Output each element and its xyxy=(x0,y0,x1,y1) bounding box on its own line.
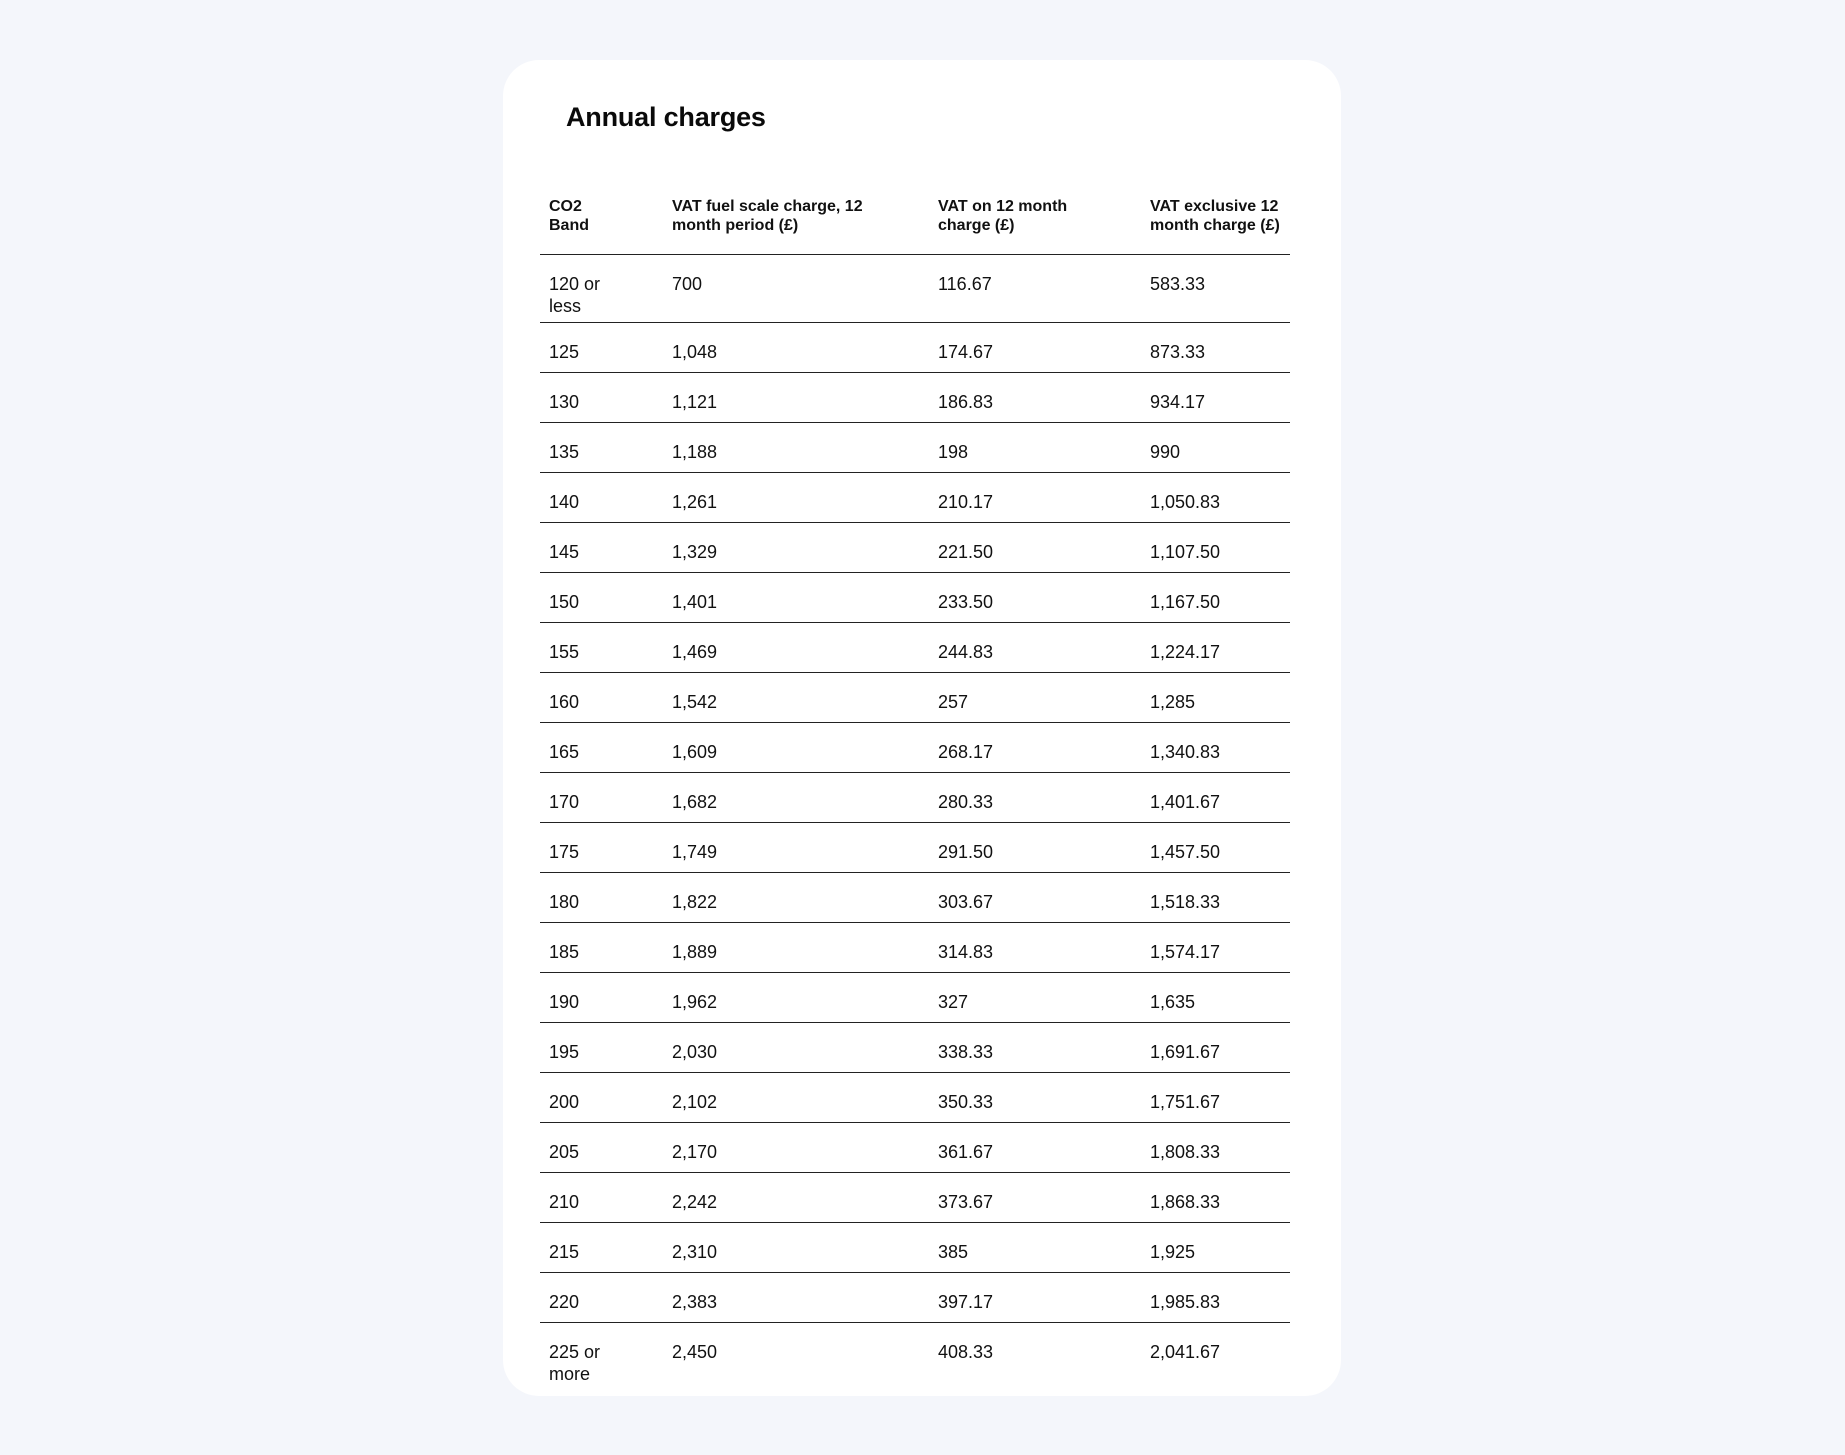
cell-vat-exclusive-charge: 873.33 xyxy=(1141,323,1290,373)
cell-co2-band: 135 xyxy=(540,423,663,473)
table-header-row xyxy=(540,178,1290,255)
cell-co2-band: 225 or more xyxy=(549,1342,601,1384)
table-row xyxy=(540,255,1290,323)
cell-fuel-scale-charge: 2,310 xyxy=(663,1223,929,1273)
cell-fuel-scale-charge: 1,121 xyxy=(663,373,929,423)
header-vat-on-charge: VAT on 12 month charge (£) xyxy=(929,178,1141,255)
cell-fuel-scale-charge: 2,242 xyxy=(663,1173,929,1223)
cell-co2-band: 190 xyxy=(540,973,663,1023)
table-body xyxy=(540,255,1290,1391)
cell-vat-exclusive-charge: 1,925 xyxy=(1141,1223,1290,1273)
cell-fuel-scale-charge: 1,542 xyxy=(663,673,929,723)
cell-vat-on-charge: 408.33 xyxy=(938,1342,994,1362)
cell-vat-on-charge: 338.33 xyxy=(929,1023,1141,1073)
table-row xyxy=(540,573,1290,623)
table-row xyxy=(540,423,1290,473)
cell-co2-band: 220 xyxy=(540,1273,663,1323)
table-row xyxy=(540,723,1290,773)
cell-co2-band: 200 xyxy=(540,1073,663,1123)
cell-vat-exclusive-charge: 1,985.83 xyxy=(1141,1273,1290,1323)
table-row xyxy=(540,673,1290,723)
cell-co2-band: 125 xyxy=(540,323,663,373)
cell-vat-on-charge: 350.33 xyxy=(929,1073,1141,1123)
table-row xyxy=(540,373,1290,423)
cell-fuel-scale-charge: 1,329 xyxy=(663,523,929,573)
cell-vat-on-charge: 280.33 xyxy=(929,773,1141,823)
cell-fuel-scale-charge: 2,170 xyxy=(663,1123,929,1173)
cell-vat-exclusive-charge: 1,107.50 xyxy=(1141,523,1290,573)
cell-fuel-scale-charge: 1,609 xyxy=(663,723,929,773)
cell-vat-on-charge: 233.50 xyxy=(929,573,1141,623)
cell-vat-on-charge: 221.50 xyxy=(929,523,1141,573)
cell-co2-band: 120 or less xyxy=(540,255,663,323)
cell-vat-exclusive-charge: 1,635 xyxy=(1141,973,1290,1023)
cell-fuel-scale-charge: 1,188 xyxy=(663,423,929,473)
table-row xyxy=(540,1323,1290,1391)
cell-fuel-scale-charge: 1,261 xyxy=(663,473,929,523)
cell-vat-on-charge: 244.83 xyxy=(929,623,1141,673)
cell-fuel-scale-charge: 1,822 xyxy=(663,873,929,923)
cell-vat-on-charge: 303.67 xyxy=(929,873,1141,923)
cell-vat-on-charge: 397.17 xyxy=(929,1273,1141,1323)
table-row xyxy=(540,1223,1290,1273)
cell-fuel-scale-charge: 2,030 xyxy=(663,1023,929,1073)
cell-vat-exclusive-charge: 1,224.17 xyxy=(1141,623,1290,673)
cell-co2-band: 215 xyxy=(540,1223,663,1273)
cell-co2-band: 130 xyxy=(540,373,663,423)
table-row xyxy=(540,1073,1290,1123)
cell-co2-band: 155 xyxy=(540,623,663,673)
cell-co2-band: 140 xyxy=(540,473,663,523)
cell-vat-exclusive-charge: 1,401.67 xyxy=(1141,773,1290,823)
cell-vat-exclusive-charge: 1,050.83 xyxy=(1141,473,1290,523)
table-row xyxy=(540,523,1290,573)
cell-vat-on-charge: 327 xyxy=(929,973,1141,1023)
cell-co2-band: 170 xyxy=(540,773,663,823)
cell-fuel-scale-charge: 2,383 xyxy=(663,1273,929,1323)
header-co2-band: CO2 Band xyxy=(540,178,663,255)
table-row xyxy=(540,873,1290,923)
cell-fuel-scale-charge: 1,401 xyxy=(663,573,929,623)
cell-vat-exclusive-charge: 990 xyxy=(1141,423,1290,473)
cell-vat-exclusive-charge: 934.17 xyxy=(1141,373,1290,423)
cell-vat-exclusive-charge: 2,041.67 xyxy=(1150,1342,1221,1362)
table-row xyxy=(540,1123,1290,1173)
cell-fuel-scale-charge: 1,962 xyxy=(663,973,929,1023)
cell-fuel-scale-charge: 2,102 xyxy=(663,1073,929,1123)
annual-charges-card xyxy=(503,60,1341,1396)
table-row xyxy=(540,773,1290,823)
cell-co2-band: 180 xyxy=(540,873,663,923)
cell-vat-on-charge: 186.83 xyxy=(929,373,1141,423)
cell-vat-on-charge: 268.17 xyxy=(929,723,1141,773)
cell-vat-exclusive-charge: 1,457.50 xyxy=(1141,823,1290,873)
table-row xyxy=(540,1273,1290,1323)
table-row xyxy=(540,1023,1290,1073)
cell-vat-exclusive-charge: 1,285 xyxy=(1141,673,1290,723)
annual-charges-table xyxy=(540,178,1290,1390)
cell-vat-on-charge: 361.67 xyxy=(929,1123,1141,1173)
cell-vat-exclusive-charge: 1,574.17 xyxy=(1141,923,1290,973)
table-row xyxy=(540,623,1290,673)
cell-fuel-scale-charge: 700 xyxy=(663,255,929,323)
cell-co2-band: 150 xyxy=(540,573,663,623)
cell-fuel-scale-charge: 1,048 xyxy=(663,323,929,373)
cell-vat-exclusive-charge: 1,518.33 xyxy=(1141,873,1290,923)
cell-vat-on-charge: 210.17 xyxy=(929,473,1141,523)
cell-vat-on-charge: 373.67 xyxy=(929,1173,1141,1223)
table-row xyxy=(540,973,1290,1023)
cell-vat-on-charge: 291.50 xyxy=(929,823,1141,873)
table-row xyxy=(540,823,1290,873)
cell-co2-band: 205 xyxy=(540,1123,663,1173)
cell-vat-exclusive-charge: 1,868.33 xyxy=(1141,1173,1290,1223)
cell-co2-band: 160 xyxy=(540,673,663,723)
cell-vat-exclusive-charge: 583.33 xyxy=(1141,255,1290,323)
table-row xyxy=(540,923,1290,973)
cell-vat-exclusive-charge: 1,340.83 xyxy=(1141,723,1290,773)
cell-vat-exclusive-charge: 1,167.50 xyxy=(1141,573,1290,623)
header-vat-exclusive-charge: VAT exclusive 12 month charge (£) xyxy=(1141,178,1290,255)
cell-fuel-scale-charge: 2,450 xyxy=(672,1342,718,1362)
cell-vat-on-charge: 174.67 xyxy=(929,323,1141,373)
cell-fuel-scale-charge: 1,682 xyxy=(663,773,929,823)
cell-co2-band: 210 xyxy=(540,1173,663,1223)
cell-vat-on-charge: 385 xyxy=(929,1223,1141,1273)
cell-co2-band: 195 xyxy=(540,1023,663,1073)
cell-vat-exclusive-charge: 1,691.67 xyxy=(1141,1023,1290,1073)
table-row xyxy=(540,473,1290,523)
cell-vat-on-charge: 314.83 xyxy=(929,923,1141,973)
table-row xyxy=(540,323,1290,373)
cell-fuel-scale-charge: 1,749 xyxy=(663,823,929,873)
header-fuel-scale-charge: VAT fuel scale charge, 12 month period (£) xyxy=(663,178,929,255)
cell-vat-on-charge: 116.67 xyxy=(929,255,1141,323)
table-row xyxy=(540,1173,1290,1223)
cell-co2-band: 165 xyxy=(540,723,663,773)
card-title: Annual charges xyxy=(566,102,766,132)
cell-fuel-scale-charge: 1,469 xyxy=(663,623,929,673)
cell-vat-exclusive-charge: 1,751.67 xyxy=(1141,1073,1290,1123)
cell-vat-exclusive-charge: 1,808.33 xyxy=(1141,1123,1290,1173)
cell-fuel-scale-charge: 1,889 xyxy=(663,923,929,973)
cell-vat-on-charge: 198 xyxy=(929,423,1141,473)
cell-co2-band: 145 xyxy=(540,523,663,573)
cell-co2-band: 185 xyxy=(540,923,663,973)
cell-vat-on-charge: 257 xyxy=(929,673,1141,723)
cell-co2-band: 175 xyxy=(540,823,663,873)
